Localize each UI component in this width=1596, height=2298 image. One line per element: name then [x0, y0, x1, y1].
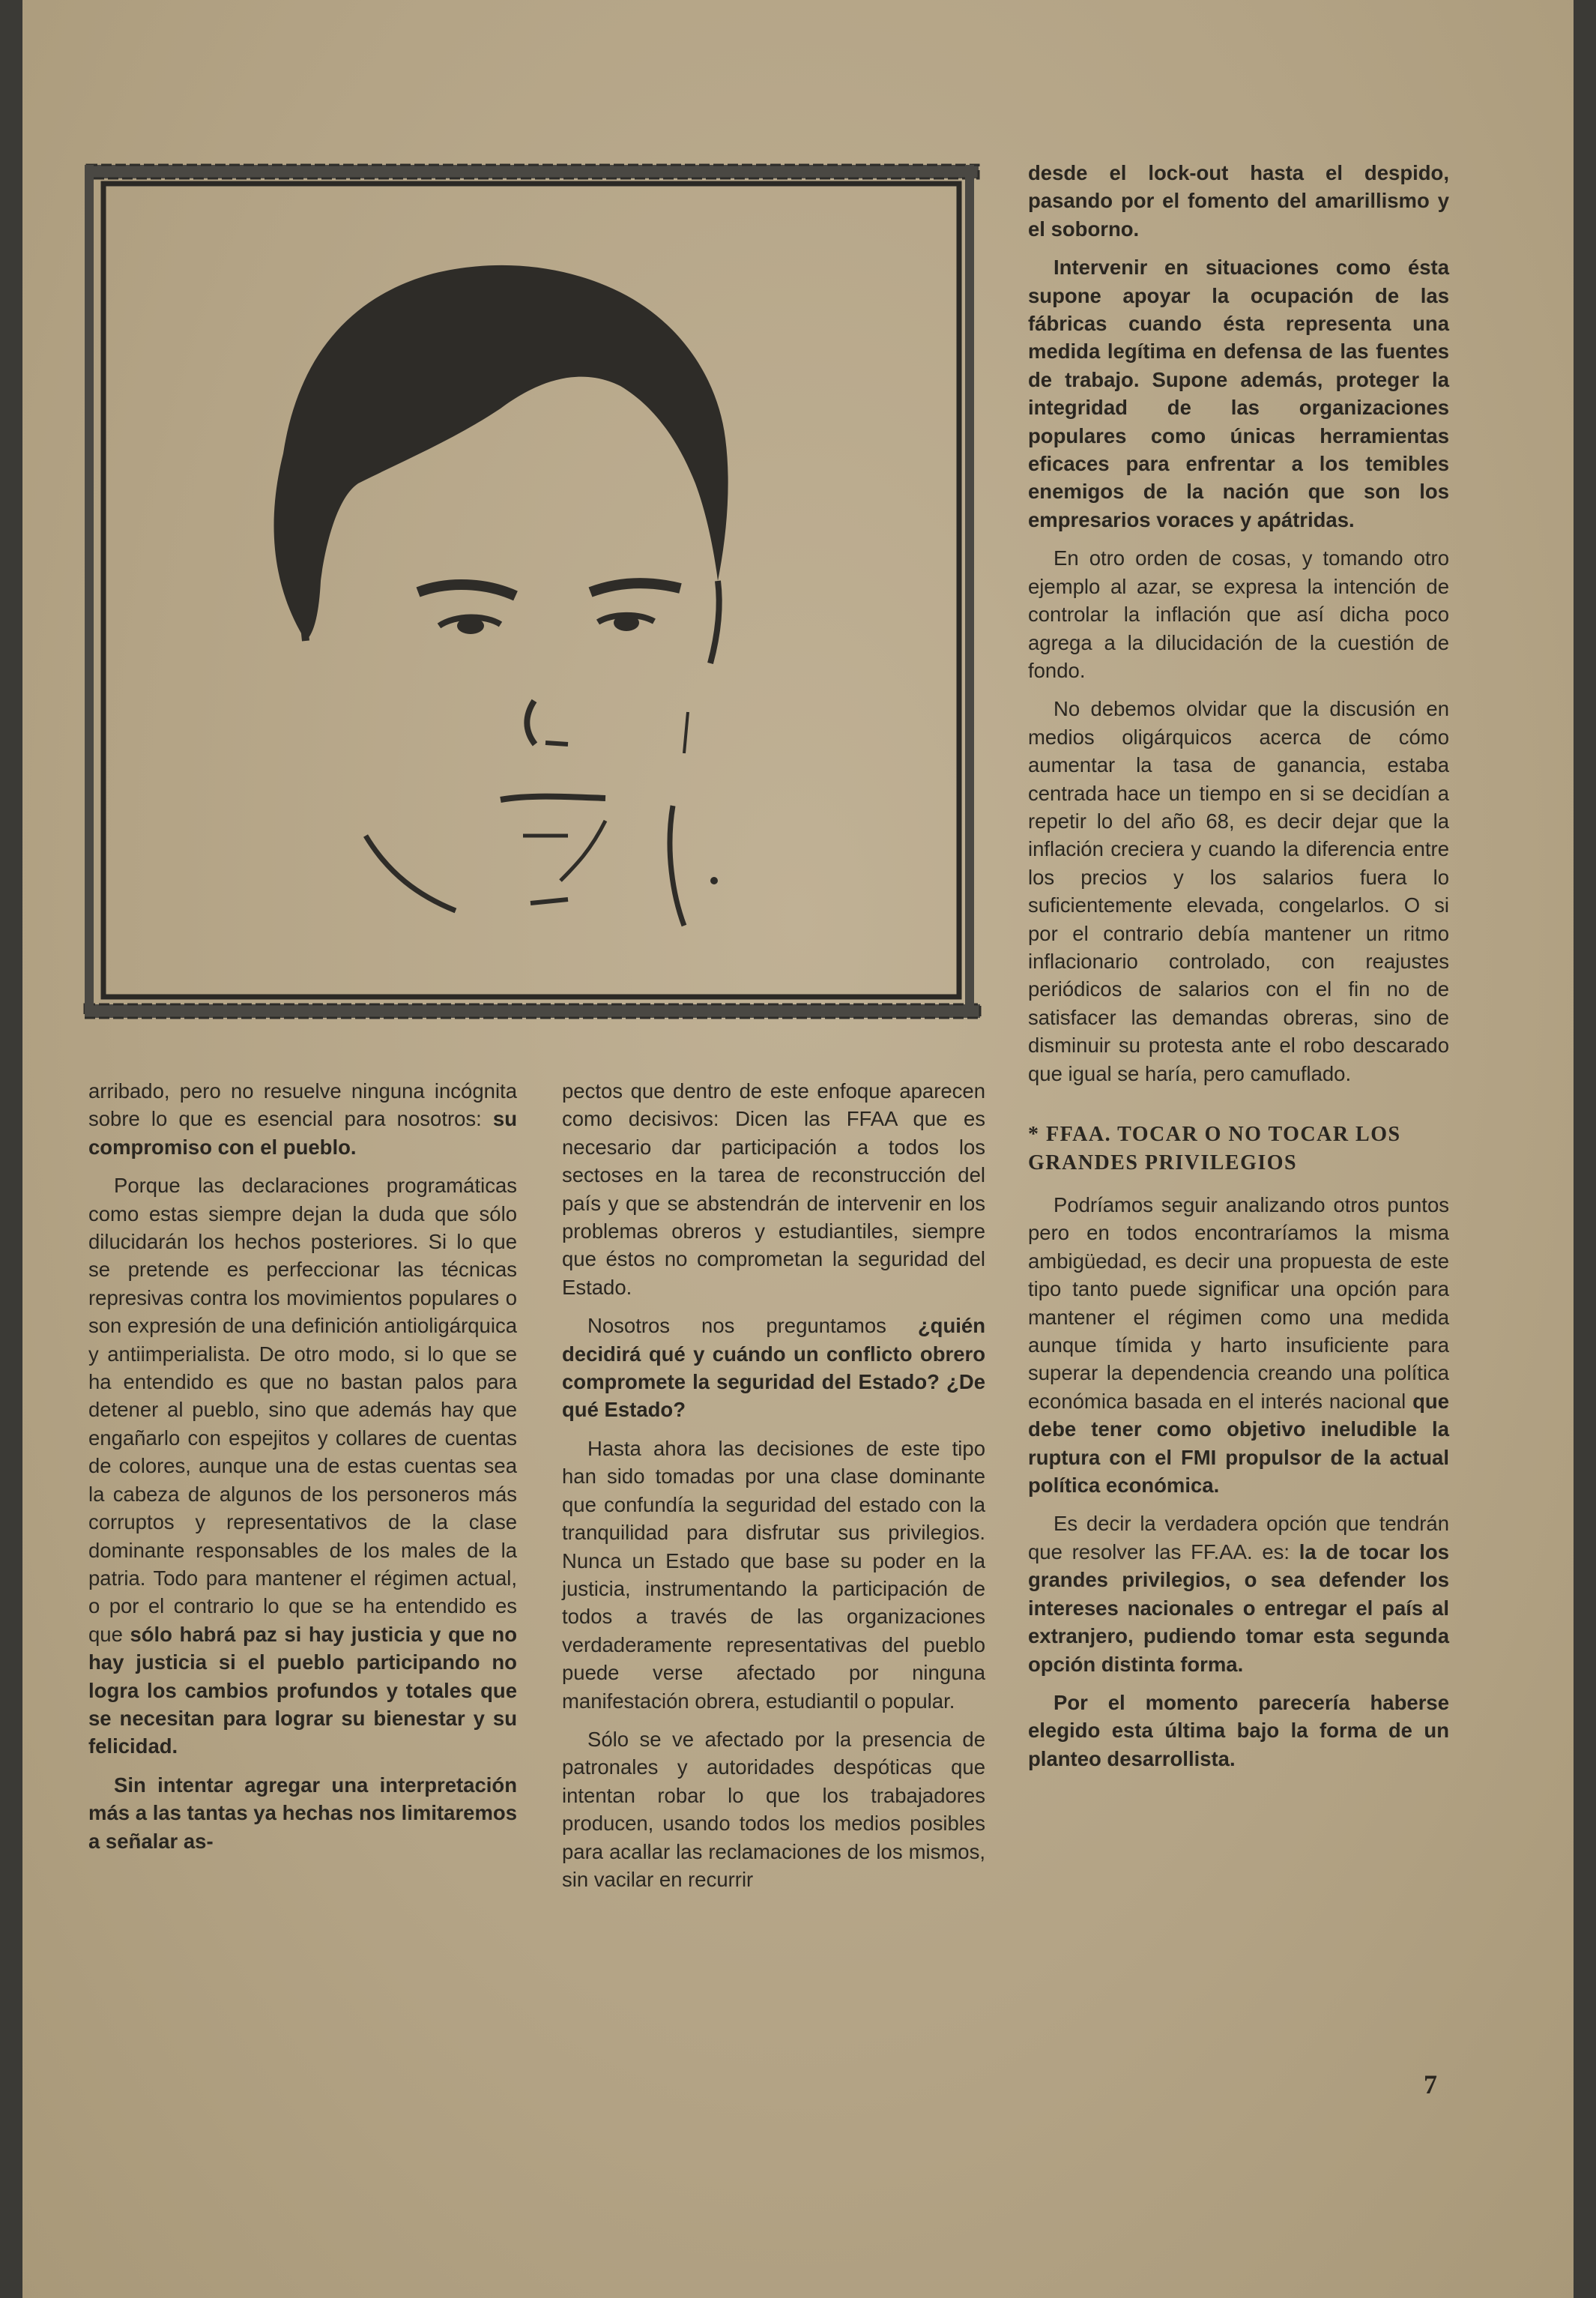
paragraph: En otro orden de cosas, y tomando otro ejemplo al azar, se expresa la intención de controlar la inflación que así dicha poco agrega a la dilucidación de la cuestión de fondo.	[1028, 546, 1449, 682]
paragraph: Podríamos seguir analizando otros puntos pero en todos encontraríamos la misma ambigüedad, es decir una propuesta de este tipo tanto puede significar una opción para mantener el régimen como una medida aunque tímida y harto insuficiente para superar la dependencia creando una política económica basada en el interés nacional que debe tener como objetivo ineludible la ruptura con el FMI propulsor de la actual política económica.	[1028, 1193, 1449, 1498]
paragraph: Nosotros nos preguntamos ¿quién decidirá qué y cuándo un conflicto obrero compromete la seguridad del Estado? ¿De qué Estado?	[562, 1314, 985, 1422]
paragraph: desde el lock-out hasta el despido, pasando por el fomento del amarillismo y el soborno.	[1028, 161, 1449, 241]
scan-edge-right	[1574, 0, 1596, 2298]
paragraph: Hasta ahora las decisiones de este tipo han sido tomadas por una clase dominante que confundía la seguridad del estado con la tranquilidad para disfrutar sus privilegios. Nunca un Estado que base su poder en la justicia, instrumentando la participación de todos a través de las organizaciones verdaderamente representativas del pueblo puede verse afectado por ninguna manifestación obrera, estudiantil o popular.	[562, 1436, 985, 1713]
page-number: 7	[1424, 2069, 1437, 2099]
paragraph: Sólo se ve afectado por la presencia de patronales y autoridades despóticas que intentan robar lo que los trabajadores producen, usando todos los medios posibles para acallar las reclamaciones de los mismos, sin vacilar en recurrir	[562, 1727, 985, 1891]
right-column	[1028, 159, 1449, 1783]
paragraph: Es decir la verdadera opción que tendrán que resolver las FF.AA. es: la de tocar los grandes privilegios, o sea defender los intereses nacionales o entregar el país al extranjero, pudiendo tomar esta segunda opción distinta forma.	[1028, 1512, 1449, 1676]
paragraph: Sin intentar agregar una interpretación más a las tantas ya hechas nos limitaremos a señalar as-	[88, 1773, 517, 1853]
paragraph: pectos que dentro de este enfoque aparecen como decisivos: Dicen las FFAA que es necesario dar participación a todos los sectoses en la tarea de reconstrucción del país y que se abstendrán de intervenir en los problemas obreros y estudiantiles, siempre que éstos no comprometan la seguridad del Estado.	[562, 1079, 985, 1299]
paragraph: Por el momento parecería haberse elegido esta última bajo la forma de un planteo desarrollista.	[1028, 1690, 1449, 1770]
paragraph: No debemos olvidar que la discusión en medios oligárquicos acerca de cómo aumentar la tasa de ganancia, estaba centrada hace un tiempo en si se decidían a repetir lo del año 68, es decir dejar que la inflación creciera y cuando la diferencia entre los precios y los salarios fuera lo suficientemente elevada, congelarlos. O si por el contrario debía mantener un ritmo inflacionario controlado, con reajustes periódicos de salarios con el fin no de satisfacer las demandas obreras, sino de disminuir su protesta ante el robo descarado que igual se haría, pero camuflado.	[1028, 697, 1449, 1085]
paragraph: arribado, pero no resuelve ninguna incógnita sobre lo que es esencial para nosotros: su compromiso con el pueblo.	[88, 1079, 517, 1159]
paragraph: Intervenir en situaciones como ésta supone apoyar la ocupación de las fábricas cuando ésta representa una medida legítima en defensa de las fuentes de trabajo. Supone además, proteger la integridad de las organizaciones populares como únicas herramientas eficaces para enfrentar a los temibles enemigos de la nación que son los empresarios voraces y apátridas.	[1028, 256, 1449, 531]
paragraph: Porque las declaraciones programáticas como estas siempre dejan la duda que sólo dilucidarán los hechos posteriores. Si lo que se pretende es perfeccionar las técnicas represivas contra los movimientos populares o son expresión de una definición antioligárquica y antiimperialista. De otro modo, si lo que se ha entendido es que no bastan palos para detener al pueblo, sino que además hay que engañarlo con espejitos y collares de cuentas de colores, aunque una de estas cuentas sea la cabeza de algunos de los personeros más corruptos y representativos de la clase dominante responsables de los males de la patria. Todo para mantener el régimen actual, o por el contrario lo que se ha entendido es que sólo habrá paz si hay justicia y que no hay justicia si el pueblo participando no logra los cambios profundos y totales que se necesitan para lograr su bienestar y su felicidad.	[88, 1174, 517, 1758]
section-heading: * FFAA. TOCAR O NO TOCAR LOS GRANDES PRIVILEGIOS	[1028, 1123, 1401, 1174]
scan-edge-left	[0, 0, 22, 2298]
middle-column	[562, 1077, 985, 1904]
left-column	[88, 1077, 517, 1866]
portrait-illustration	[81, 161, 984, 1027]
